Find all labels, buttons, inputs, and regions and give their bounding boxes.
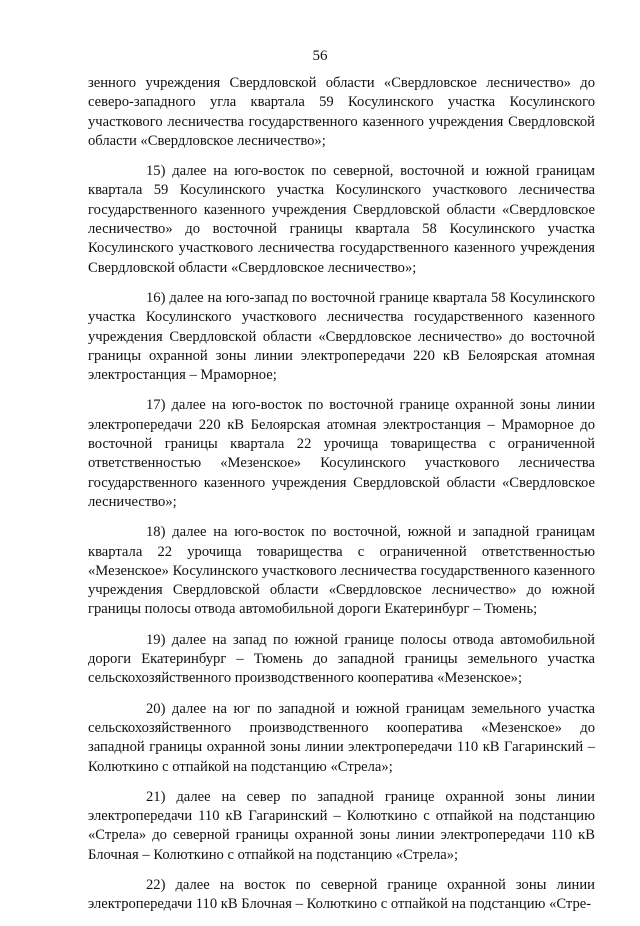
paragraph-item-19: 19) далее на запад по южной границе полосы отвода автомобильной дороги Екатеринбург – Тюмень до западной границы земельного участка сельскохозяйственного производственного кооператива «Мезенское»;: [88, 631, 595, 687]
paragraph-continuation: зенного учреждения Свердловской области «Свердловское лесничество» до северо-западного угла квартала 59 Косулинского участка Косулинского участкового лесничества государственного казенного учреждения Свердловской области «Свердловское лесничество»;: [88, 75, 595, 149]
paragraph-item-21: 21) далее на север по западной границе охранной зоны линии электропередачи 110 кВ Гагаринский – Колюткино с отпайкой на подстанцию «Стрела» до северной границы охранной зоны линии электропередачи 110 кВ Блочная – Колюткино с отпайкой на подстанцию «Стрела»;: [88, 788, 595, 863]
paragraph-item-22: 22) далее на восток по северной границе охранной зоны линии электропередачи 110 кВ Блочная – Колюткино с отпайкой на подстанцию «Стре-: [88, 876, 595, 913]
document-body: [88, 74, 595, 926]
paragraph-item-16: 16) далее на юго-запад по восточной границе квартала 58 Косулинского участка Косулинского участкового лесничества государственного казенного учреждения Свердловской области «Свердловское лесничество» до восточной границы охранной зоны линии электропередачи 220 кВ Белоярская атомная электростанция – Мраморное;: [88, 289, 595, 384]
paragraph-item-20: 20) далее на юг по западной и южной границам земельного участка сельскохозяйственного производственного кооператива «Мезенское» до западной границы охранной зоны линии электропередачи 110 кВ Гагаринский – Колюткино с отпайкой на подстанцию «Стрела»;: [88, 700, 595, 775]
paragraph-item-15: 15) далее на юго-восток по северной, восточной и южной границам квартала 59 Косулинского участка Косулинского участкового лесничества государственного казенного учреждения Свердловской области «Свердловское лесничество» до восточной границы квартала 58 Косулинского участка Косулинского участкового лесничества государственного казенного учреждения Свердловской области «Свердловское лесничество»;: [88, 163, 595, 276]
paragraph-item-18: 18) далее на юго-восток по восточной, южной и западной границам квартала 22 урочища товарищества с ограниченной ответственностью «Мезенское» Косулинского участкового лесничества государственного казенного учреждения Свердловской области «Свердловское лесничество» до южной границы полосы отвода автомобильной дороги Екатеринбург – Тюмень;: [88, 524, 595, 618]
paragraph-item-17: 17) далее на юго-восток по восточной границе охранной зоны линии электропередачи 220 кВ Белоярская атомная электростанция – Мраморное до восточной границы квартала 22 урочища товарищества с ограниченной ответственностью «Мезенское» Косулинского участкового лесничества государственного казенного учреждения Свердловской области «Свердловское лесничество»;: [88, 397, 595, 510]
page-number: 56: [312, 48, 328, 64]
